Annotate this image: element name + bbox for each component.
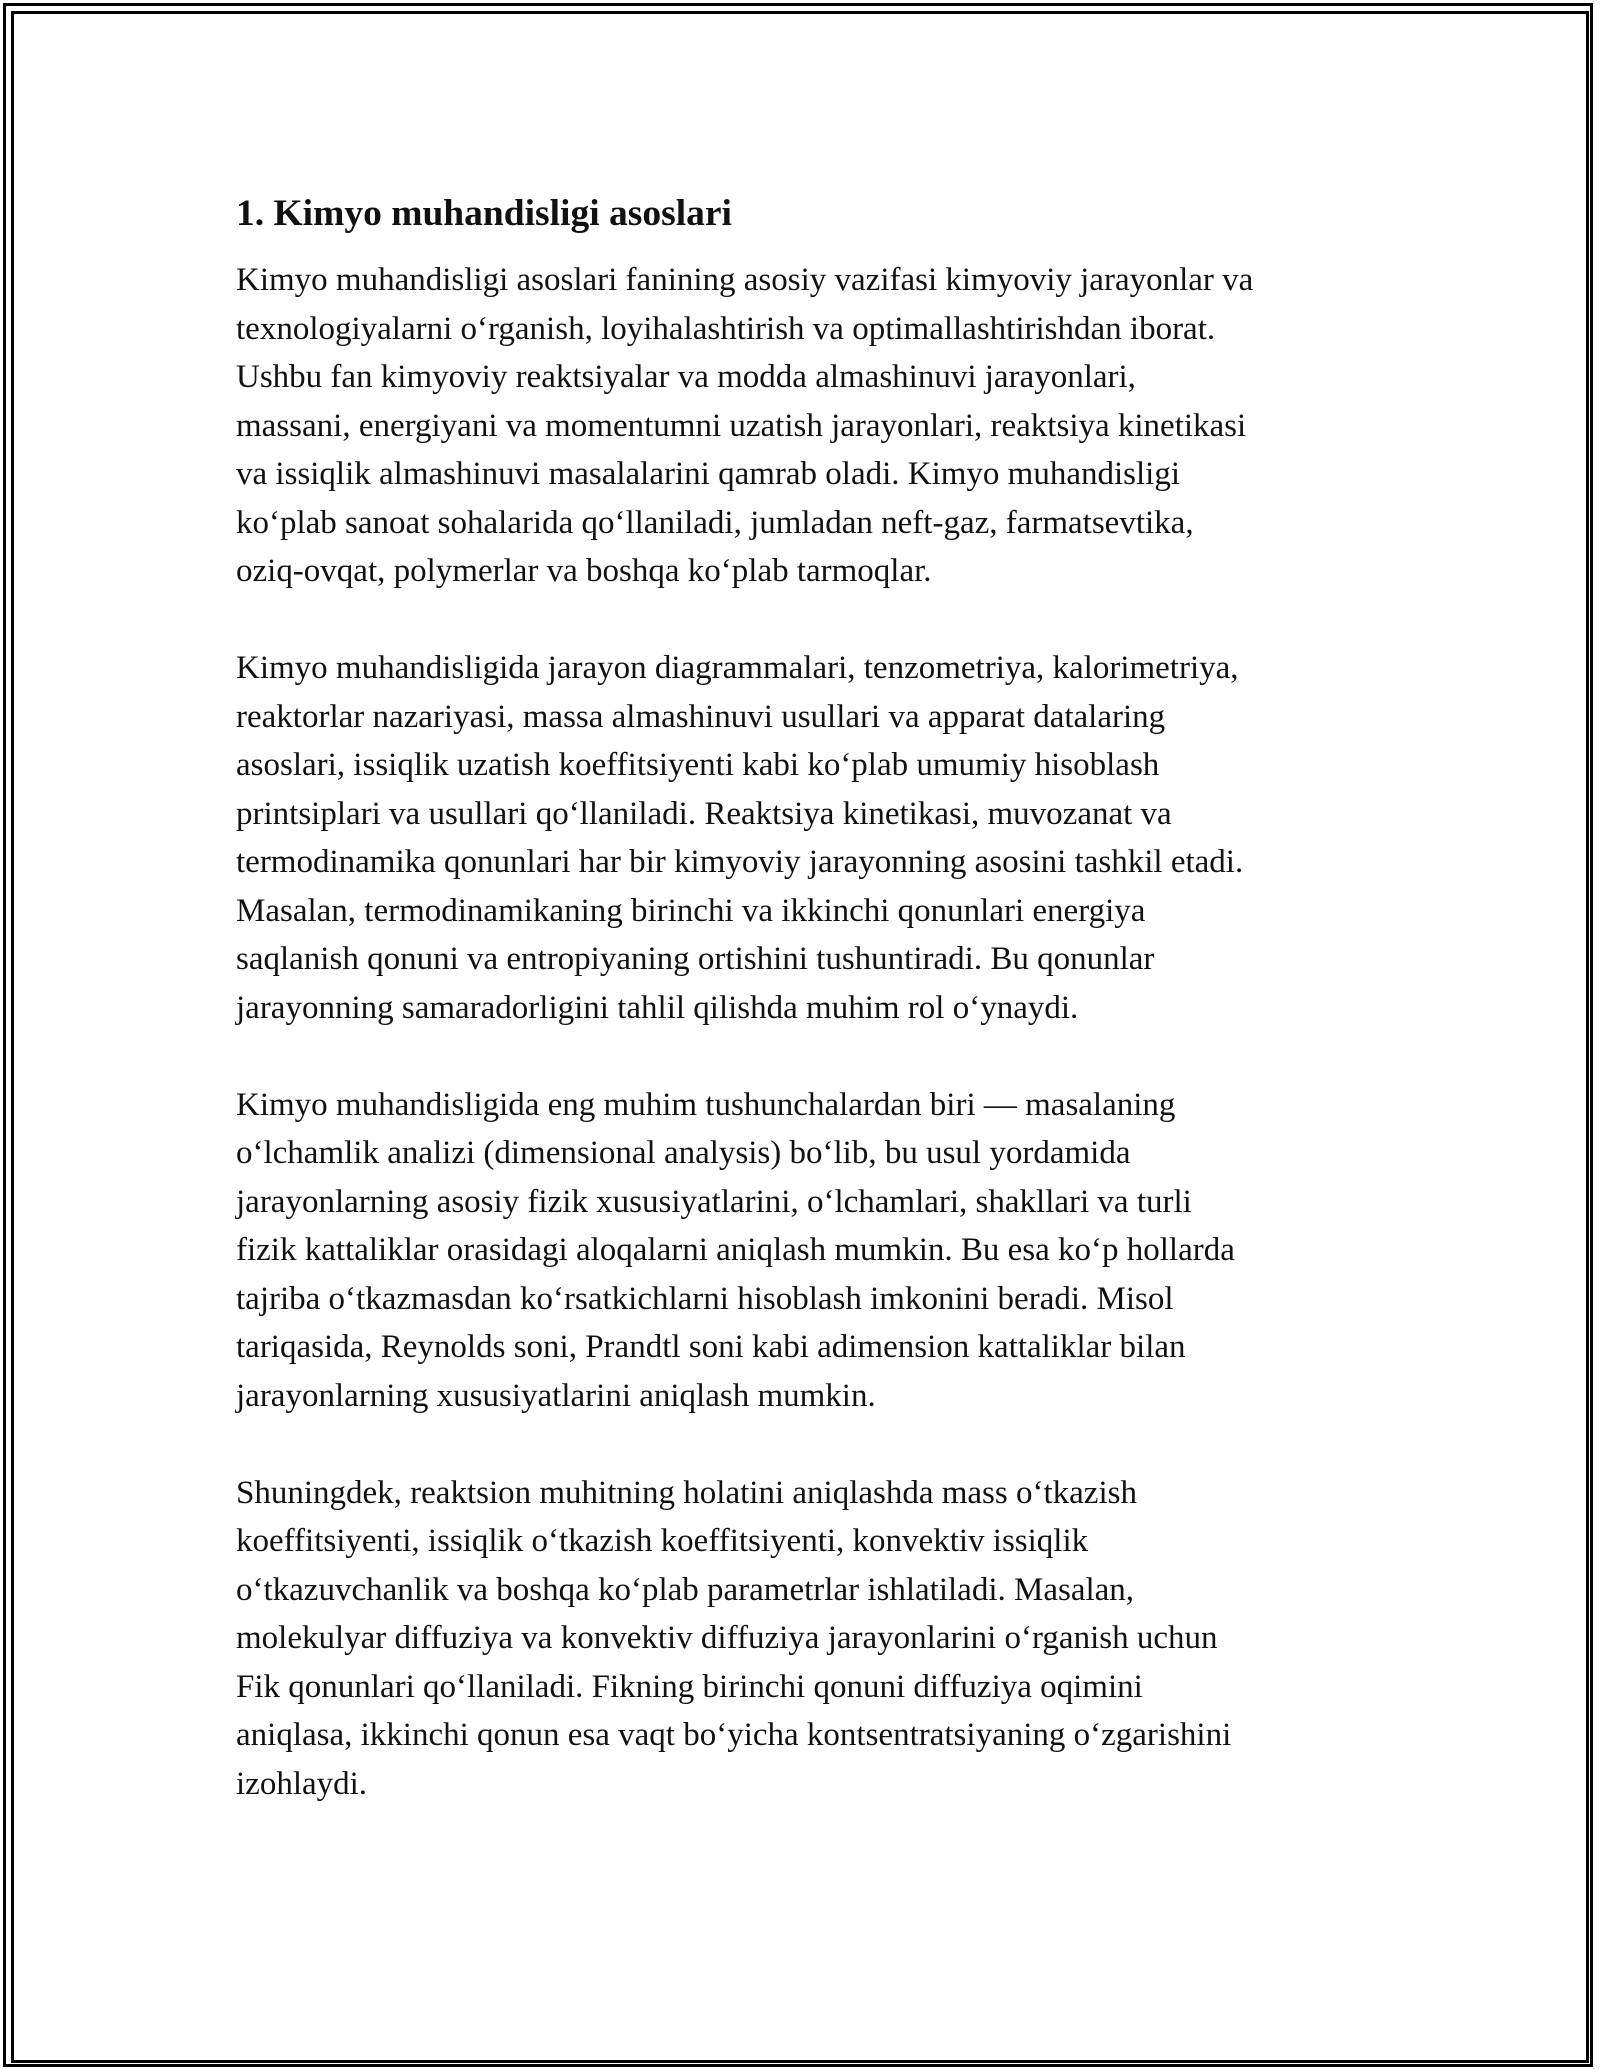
paragraph-1 — [236, 256, 1366, 596]
paragraph-line: termodinamika qonunlari har bir kimyoviy jarayonning asosini tashkil etadi. — [236, 844, 1244, 880]
paragraph-line: Kimyo muhandisligida eng muhim tushunchalardan biri — masalaning — [236, 1086, 1176, 1123]
paragraph-line: Kimyo muhandisligi asoslari fanining asosiy vazifasi kimyoviy jarayonlar va — [236, 262, 1254, 298]
paragraph-line: reaktorlar nazariyasi, massa almashinuvi usullari va apparat datalaring — [236, 698, 1166, 735]
paragraph-line: Fik qonunlari qo‘llaniladi. Fikning birinchi qonuni diffuziya oqimini — [236, 1668, 1143, 1705]
paragraph-3 — [236, 1081, 1366, 1421]
paragraph-line: Kimyo muhandisligida jarayon diagrammalari, tenzometriya, kalorimetriya, — [236, 650, 1239, 686]
paragraph-line: tariqasida, Reynolds soni, Prandtl soni kabi adimension kattaliklar bilan — [236, 1329, 1186, 1365]
paragraph-4 — [236, 1469, 1366, 1809]
paragraph-line: oziq-ovqat, polymerlar va boshqa ko‘plab tarmoqlar. — [236, 553, 932, 589]
paragraph-line: o‘tkazuvchanlik va boshqa ko‘plab parametrlar ishlatiladi. Masalan, — [236, 1571, 1135, 1608]
paragraph-line: izohlaydi. — [236, 1765, 368, 1802]
paragraph-line: jarayonlarning asosiy fizik xususiyatlarini, o‘lchamlari, shakllari va turli — [236, 1183, 1192, 1220]
paragraph-line: printsiplari va usullari qo‘llaniladi. Reaktsiya kinetikasi, muvozanat va — [236, 795, 1172, 832]
paragraph-line: aniqlasa, ikkinchi qonun esa vaqt bo‘yicha kontsentratsiyaning o‘zgarishini — [236, 1717, 1232, 1753]
paragraph-line: Masalan, termodinamikaning birinchi va ikkinchi qonunlari energiya — [236, 892, 1146, 929]
paragraph-line: massani, energiyani va momentumni uzatish jarayonlari, reaktsiya kinetikasi — [236, 407, 1247, 444]
paragraph-line: Shuningdek, reaktsion muhitning holatini aniqlashda mass o‘tkazish — [236, 1474, 1137, 1511]
paragraph-line: texnologiyalarni o‘rganish, loyihalashtirish va optimallashtirishdan iborat. — [236, 310, 1216, 347]
document-body — [236, 188, 1366, 1808]
paragraph-line: jarayonning samaradorligini tahlil qilishda muhim rol o‘ynaydi. — [236, 989, 1079, 1026]
paragraph-2 — [236, 644, 1366, 1032]
paragraph-line: saqlanish qonuni va entropiyaning ortishini tushuntiradi. Bu qonunlar — [236, 941, 1155, 977]
paragraph-line: Ushbu fan kimyoviy reaktsiyalar va modda almashinuvi jarayonlari, — [236, 359, 1136, 395]
paragraph-line: ko‘plab sanoat sohalarida qo‘llaniladi, jumladan neft-gaz, farmatsevtika, — [236, 504, 1194, 541]
paragraph-line: tajriba o‘tkazmasdan ko‘rsatkichlarni hisoblash imkonini beradi. Misol — [236, 1280, 1174, 1317]
paragraph-line: molekulyar diffuziya va konvektiv diffuziya jarayonlarini o‘rganish uchun — [236, 1620, 1218, 1656]
paragraph-line: koeffitsiyenti, issiqlik o‘tkazish koeffitsiyenti, konvektiv issiqlik — [236, 1523, 1089, 1559]
paragraph-line: jarayonlarning xususiyatlarini aniqlash mumkin. — [236, 1377, 876, 1414]
paragraph-line: va issiqlik almashinuvi masalalarini qamrab oladi. Kimyo muhandisligi — [236, 456, 1181, 492]
section-title: 1. Kimyo muhandisligi asoslari — [236, 193, 732, 234]
paragraph-line: fizik kattaliklar orasidagi aloqalarni aniqlash mumkin. Bu esa ko‘p hollarda — [236, 1232, 1235, 1268]
paragraph-line: o‘lchamlik analizi (dimensional analysis) bo‘lib, bu usul yordamida — [236, 1135, 1131, 1171]
paragraph-line: asoslari, issiqlik uzatish koeffitsiyenti kabi ko‘plab umumiy hisoblash — [236, 747, 1160, 783]
